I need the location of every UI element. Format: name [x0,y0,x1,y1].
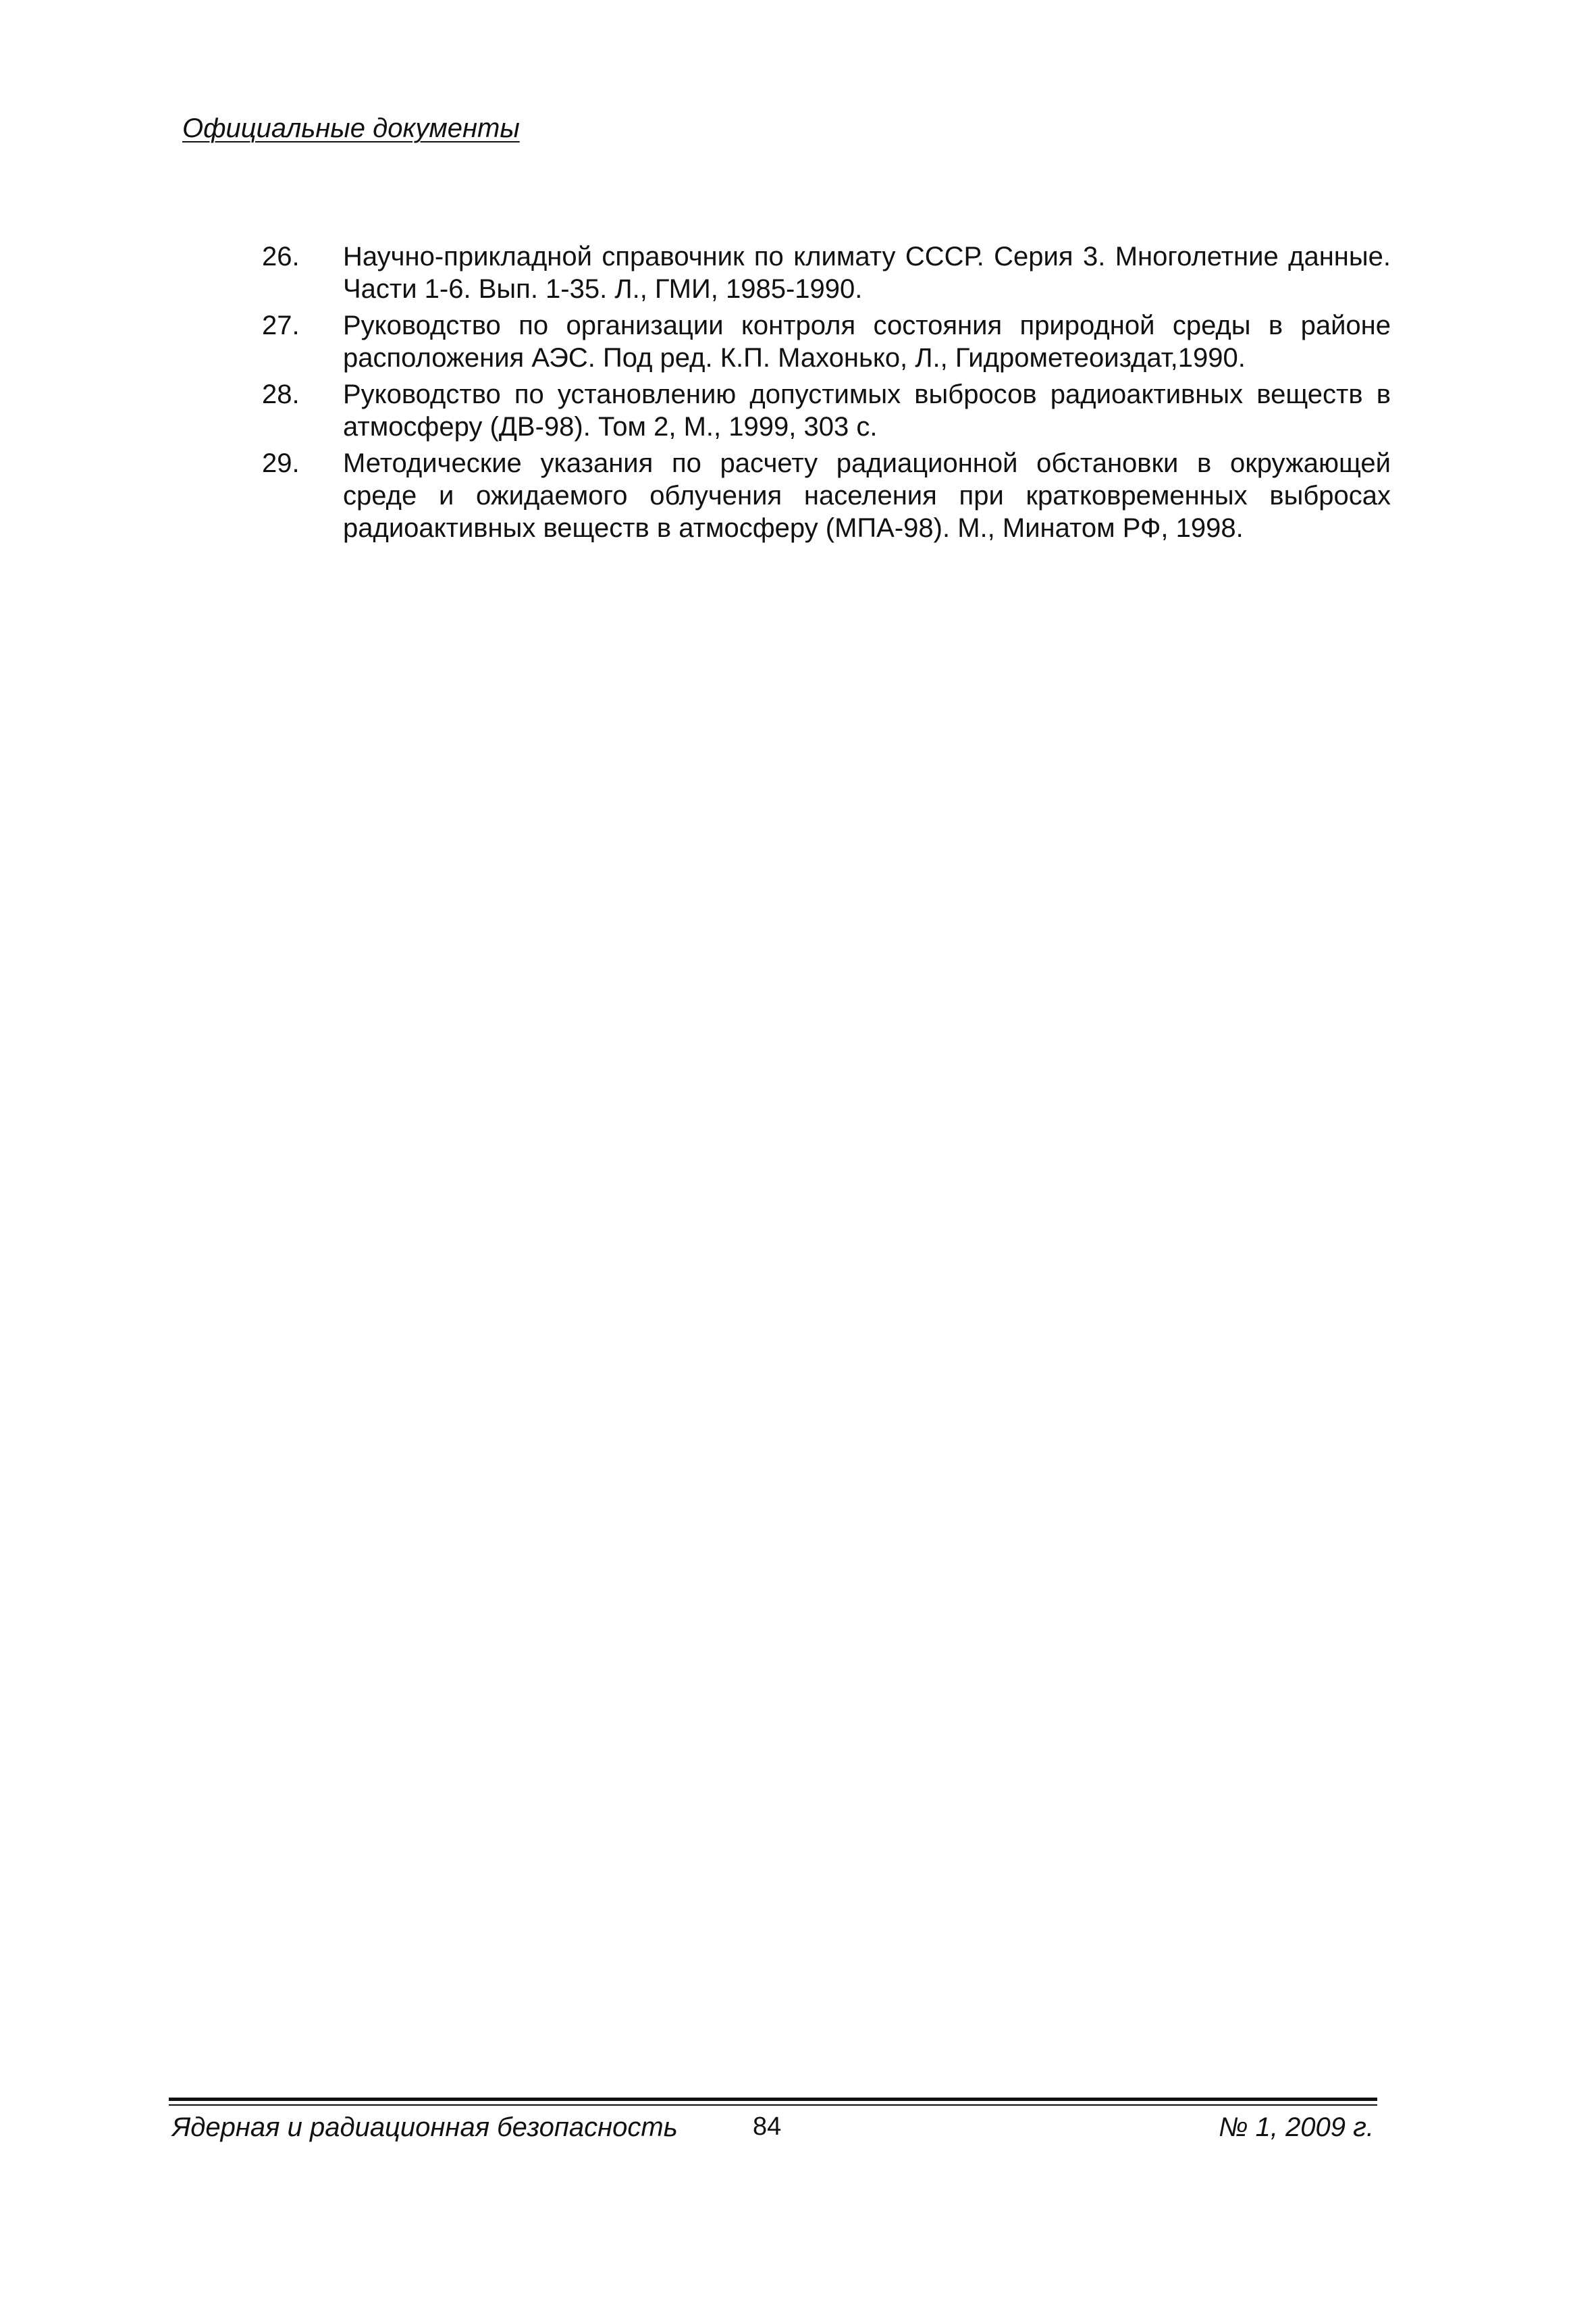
journal-title: Ядерная и радиационная безопасность [172,2112,678,2142]
reference-text: Методические указания по расчету радиационной обстановки в окружающей среде и ожидаемого облучения населения при кратковременных выбросах радиоактивных веществ в атмосферу (МПА-98). М., Минатом РФ, 1998. [343,448,1391,543]
reference-item [262,378,1391,443]
reference-number: 27. [262,311,300,340]
reference-number: 29. [262,448,300,478]
page-footer [172,2112,1374,2153]
reference-number: 26. [262,242,300,271]
reference-text: Научно-прикладной справочник по климату СССР. Серия 3. Многолетние данные. Части 1-6. Вып. 1-35. Л., ГМИ, 1985-1990. [343,242,1391,304]
reference-item [262,447,1391,544]
reference-item [262,240,1391,305]
reference-text: Руководство по организации контроля состояния природной среды в районе расположения АЭС. Под ред. К.П. Махонько, Л., Гидрометеоиздат,1990. [343,311,1391,373]
running-header: Официальные документы [182,113,520,143]
footer-divider-thin [169,2104,1377,2106]
reference-list [262,240,1391,548]
reference-item [262,309,1391,374]
footer-divider-thick [169,2098,1377,2101]
page-number: 84 [753,2112,782,2141]
issue-info: № 1, 2009 г. [1219,2112,1374,2142]
reference-number: 28. [262,380,300,409]
reference-text: Руководство по установлению допустимых выбросов радиоактивных веществ в атмосферу (ДВ-98). Том 2, М., 1999, 303 с. [343,380,1391,442]
